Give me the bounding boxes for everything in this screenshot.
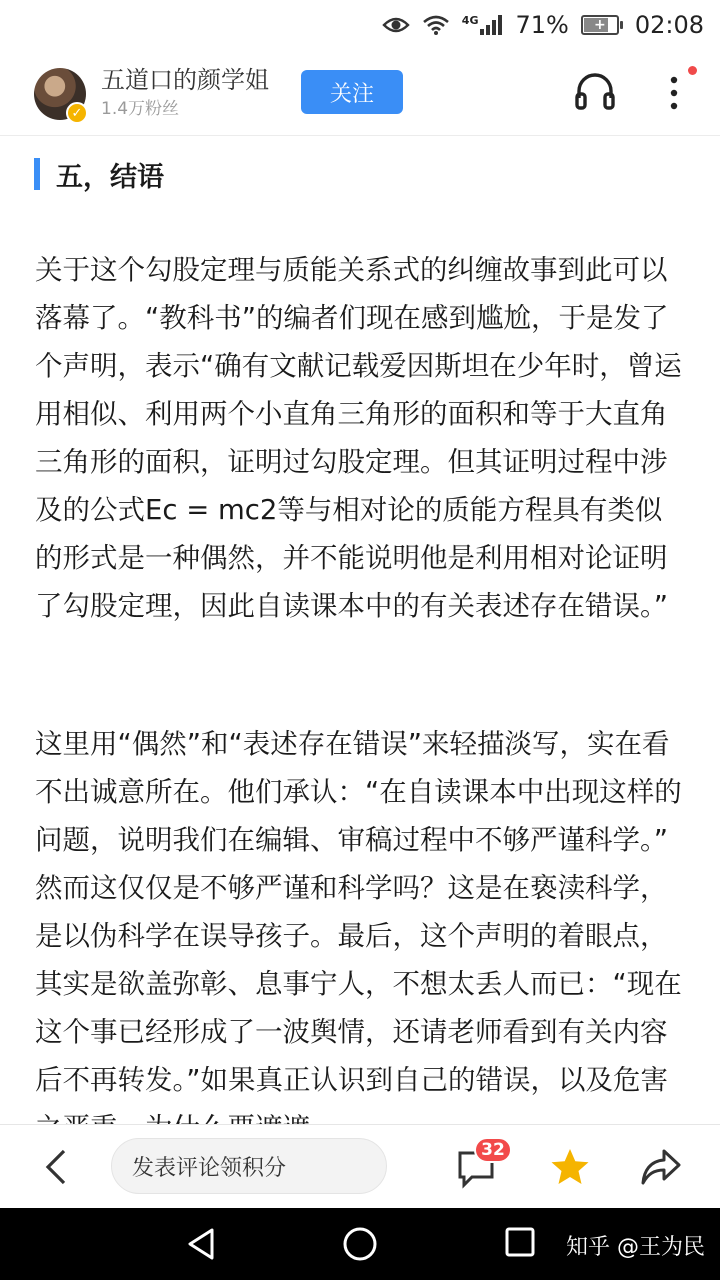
author-header — [0, 50, 720, 136]
article-paragraph: 这里用“偶然”和“表述存在错误”来轻描淡写，实在看不出诚意所在。他们承认：“在自读课本中出现这样的问题，说明我们在编辑、审稿过程中不够严谨科学。” 然而这仅仅是不够严谨和科学吗？这是在亵渎科学，是以伪科学在误导孩子。最后，这个声明的着眼点， 其实是欲盖弥彰、息事宁人，不想太丢人而已：“现在这个事已经形成了一波舆情，还请老师看到有关内容后不再转发。”如果真正认识到自己的错误，以及危害 — [35, 728, 682, 1096]
verified-badge-icon: ✓ — [66, 102, 88, 124]
section-title — [34, 154, 164, 194]
system-nav-bar — [0, 1208, 720, 1280]
section-title-text: 五，结语 — [56, 161, 164, 193]
nav-back-icon[interactable] — [184, 1226, 220, 1262]
nav-recent-apps-icon[interactable] — [504, 1226, 536, 1258]
bottom-action-bar — [0, 1124, 720, 1208]
battery-icon: + — [581, 15, 619, 35]
share-icon[interactable] — [640, 1147, 682, 1187]
article-paragraph: 关于这个勾股定理与质能关系式的纠缠故事到此可以落幕了。“教科书”的编者们现在感到尴尬，于是发了个声明，表示“确有文献记载爱因斯坦在少年时，曾运用相似、利用两个小直角三角形的面积和等于大直角三角形的面积，证明过勾股定理。但其证明过程中涉及的公式Ec = mc2等与相对论的质能方程具有类似的形式是一种偶然，并不能说明他是利用相对论证明了勾股定理，因此自读课本中的有关表述存在错误。” — [35, 254, 682, 622]
back-arrow-icon[interactable] — [38, 1147, 74, 1187]
more-options-icon[interactable] — [660, 68, 688, 118]
wifi-icon — [422, 14, 450, 36]
star-icon[interactable] — [550, 1147, 590, 1187]
clock: 02:08 — [634, 11, 704, 39]
battery-percent: 71% — [515, 11, 569, 39]
follower-count: 1.4万粉丝 — [101, 99, 180, 119]
eye-icon — [382, 15, 410, 35]
author-name[interactable]: 五道口的颜学姐 — [101, 66, 269, 94]
nav-home-icon[interactable] — [342, 1226, 378, 1262]
headphone-icon[interactable] — [572, 68, 618, 114]
status-bar — [0, 0, 720, 50]
comment-count-badge: 32 — [474, 1137, 512, 1163]
comment-input[interactable]: 发表评论领积分 — [111, 1138, 387, 1194]
section-marker — [34, 158, 40, 190]
network-type: 4G — [461, 14, 479, 27]
notification-dot — [688, 66, 697, 75]
signal-icon — [462, 14, 504, 36]
follow-button[interactable]: 关注 — [301, 70, 403, 114]
watermark: 知乎 @王为民 — [566, 1235, 705, 1260]
